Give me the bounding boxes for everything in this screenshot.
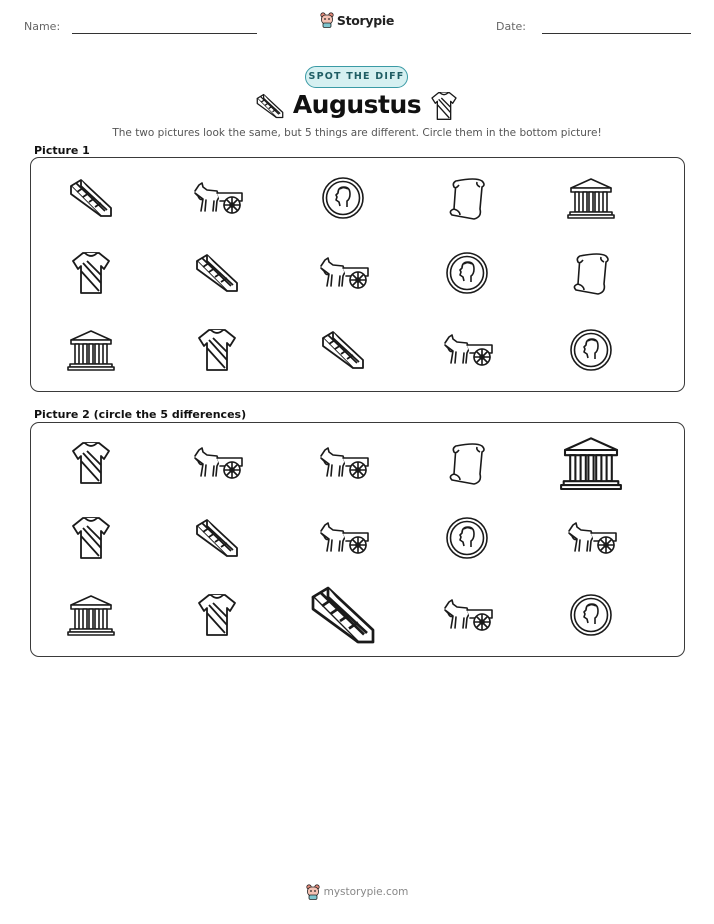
- stairs-icon: [254, 92, 286, 120]
- picture1-cell-chariot-icon: [182, 168, 252, 228]
- date-label: Date:: [496, 20, 526, 33]
- picture-2-label: Picture 2 (circle the 5 differences): [34, 408, 247, 421]
- picture2-cell-temple-icon[interactable]: [556, 433, 626, 493]
- picture1-cell-coin-icon: [308, 168, 378, 228]
- brand-name: Storypie: [336, 12, 395, 28]
- temple-icon: [67, 593, 115, 637]
- coin-icon: [569, 328, 613, 372]
- picture2-cell-chariot-icon[interactable]: [308, 508, 378, 568]
- picture-2-panel[interactable]: [30, 422, 685, 657]
- picture1-cell-temple-icon: [556, 168, 626, 228]
- picture1-cell-stairs-icon: [182, 243, 252, 303]
- picture1-cell-scroll-icon: [556, 243, 626, 303]
- picture1-cell-chariot-icon: [308, 243, 378, 303]
- stairs-icon: [319, 328, 367, 372]
- toga-icon: [197, 326, 237, 374]
- coin-icon: [569, 593, 613, 637]
- stairs-icon: [193, 251, 241, 295]
- stairs-icon: [307, 582, 379, 648]
- title-toga-icon: [430, 90, 458, 127]
- scroll-icon: [570, 250, 612, 296]
- picture2-cell-toga-icon[interactable]: [56, 508, 126, 568]
- title-stairs-icon: [254, 92, 286, 125]
- chariot-icon: [440, 596, 494, 634]
- brand-logo: [0, 12, 714, 33]
- date-line[interactable]: [542, 33, 691, 34]
- picture1-cell-stairs-icon: [308, 320, 378, 380]
- stairs-icon: [67, 176, 115, 220]
- stairs-icon: [193, 516, 241, 560]
- picture2-cell-coin-icon[interactable]: [556, 585, 626, 645]
- scroll-icon: [446, 175, 488, 221]
- spot-the-diff-badge: SPOT THE DIFF: [305, 66, 408, 88]
- picture1-cell-temple-icon: [56, 320, 126, 380]
- name-label: Name:: [24, 20, 61, 33]
- toga-icon: [197, 591, 237, 639]
- picture1-cell-toga-icon: [56, 243, 126, 303]
- chariot-icon: [190, 179, 244, 217]
- picture2-cell-chariot-icon[interactable]: [432, 585, 502, 645]
- picture2-cell-chariot-icon[interactable]: [556, 508, 626, 568]
- picture1-cell-chariot-icon: [432, 320, 502, 380]
- picture2-cell-scroll-icon[interactable]: [432, 433, 502, 493]
- picture1-cell-scroll-icon: [432, 168, 502, 228]
- picture-1-label: Picture 1: [34, 144, 90, 157]
- temple-icon: [67, 328, 115, 372]
- storypie-mascot-icon: [306, 884, 320, 900]
- toga-icon: [71, 439, 111, 487]
- picture1-cell-toga-icon: [182, 320, 252, 380]
- coin-icon: [445, 251, 489, 295]
- footer-url: mystorypie.com: [323, 886, 409, 898]
- coin-icon: [445, 516, 489, 560]
- chariot-icon: [564, 519, 618, 557]
- chariot-icon: [316, 254, 370, 292]
- chariot-icon: [316, 444, 370, 482]
- toga-icon: [71, 249, 111, 297]
- storypie-mascot-icon: [320, 12, 334, 28]
- temple-icon: [567, 176, 615, 220]
- coin-icon: [321, 176, 365, 220]
- picture1-cell-coin-icon: [556, 320, 626, 380]
- chariot-icon: [440, 331, 494, 369]
- instructions-text: The two pictures look the same, but 5 things are different. Circle them in the bottom picture!: [112, 127, 602, 139]
- scroll-icon: [446, 440, 488, 486]
- picture1-cell-stairs-icon: [56, 168, 126, 228]
- picture2-cell-chariot-icon[interactable]: [308, 433, 378, 493]
- picture2-cell-stairs-icon[interactable]: [182, 508, 252, 568]
- picture2-cell-chariot-icon[interactable]: [182, 433, 252, 493]
- chariot-icon: [316, 519, 370, 557]
- temple-icon: [560, 434, 622, 491]
- picture2-cell-temple-icon[interactable]: [56, 585, 126, 645]
- toga-icon: [71, 514, 111, 562]
- footer: [0, 884, 714, 903]
- picture2-cell-toga-icon[interactable]: [56, 433, 126, 493]
- picture-1-panel: [30, 157, 685, 392]
- name-line[interactable]: [72, 33, 257, 34]
- picture2-cell-coin-icon[interactable]: [432, 508, 502, 568]
- toga-icon: [430, 90, 458, 122]
- picture2-cell-stairs-icon[interactable]: [308, 585, 378, 645]
- chariot-icon: [190, 444, 244, 482]
- picture1-cell-coin-icon: [432, 243, 502, 303]
- page-title: Augustus: [292, 90, 422, 119]
- picture2-cell-toga-icon[interactable]: [182, 585, 252, 645]
